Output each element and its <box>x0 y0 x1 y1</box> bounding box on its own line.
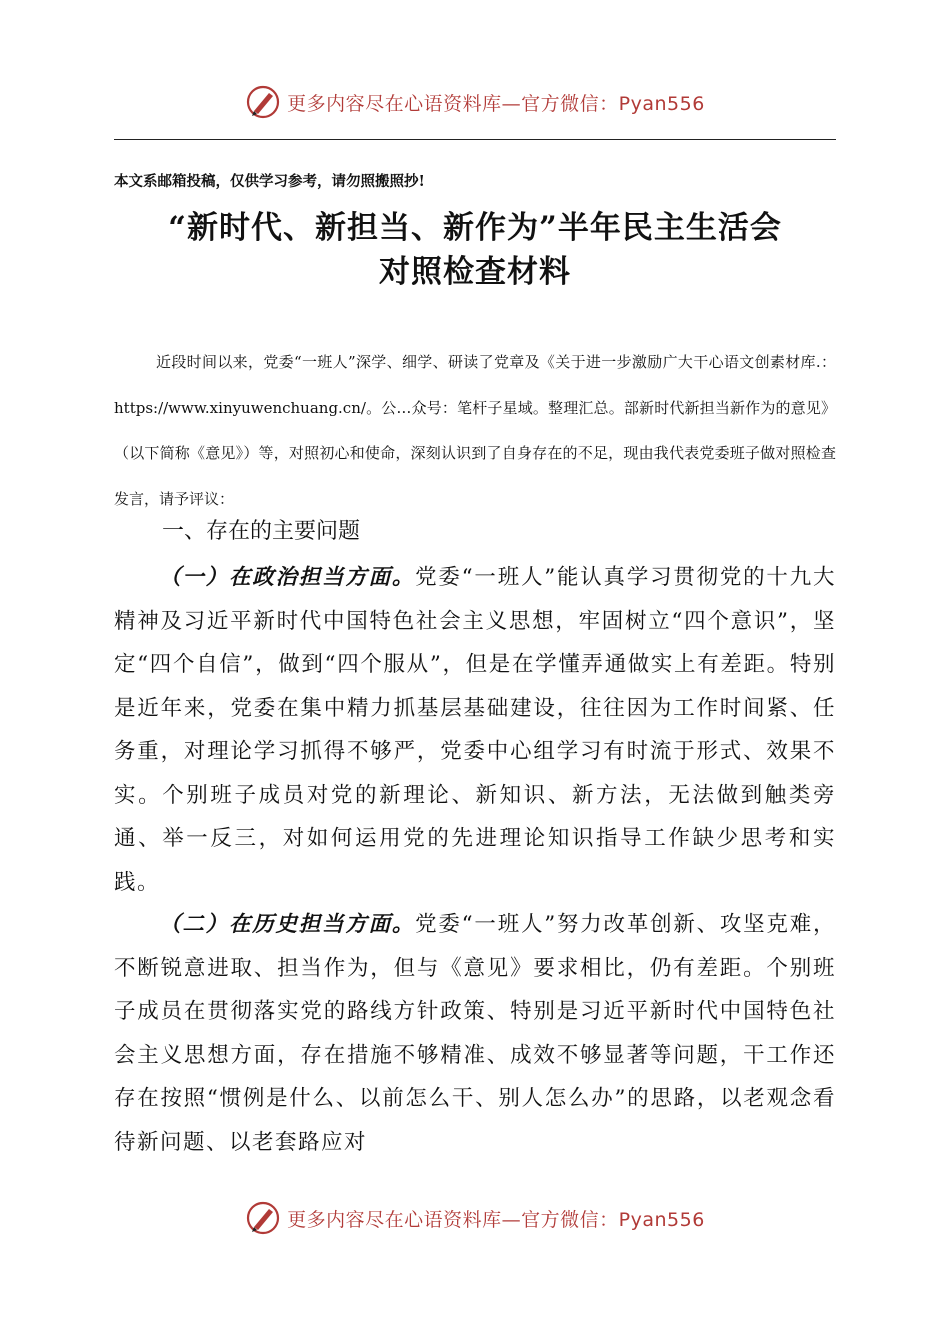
wechat-id: Pyan556 <box>618 92 705 115</box>
paragraph-text: 党委“一班人”努力改革创新、攻坚克难，不断锐意进取、担当作为，但与《意见》要求相比，仍有差距。个别班子成员在贯彻落实党的路线方针政策、特别是习近平新时代中国特色社会主义思想方面，存在措施不够精准、成效不够显著等问题，干工作还存在按照“惯例是什么、以前怎么干、别人怎么办”的思路，以老观念看待新问题、以老套路应对 <box>114 912 836 1155</box>
paragraph-lead: （一）在政治担当方面。 <box>159 565 416 590</box>
section-heading: 一、存在的主要问题 <box>162 519 361 544</box>
banner-text: 更多内容尽在心语资料库—官方微信：Pyan556 <box>287 92 705 115</box>
paragraph-political <box>114 556 836 904</box>
document-title-line1: “新时代、新担当、新作为”半年民主生活会 <box>168 210 782 246</box>
intro-paragraph: 近段时间以来，党委“一班人”深学、细学、研读了党章及《关于进一步激励广大干心语文创素材库.：https://www.xinyuwenchuang.cn/。公…众号：笔杆子星域。整理汇总。部新时代新担当新作为的意见》（以下简称《意见》）等，对照初心和使命，深刻认识到了自身存在的不足，现由我代表党委班子做对照检查发言，请予评议： <box>114 353 836 508</box>
document-title-line2: 对照检查材料 <box>379 254 571 290</box>
header-banner <box>0 82 950 122</box>
banner-text: 更多内容尽在心语资料库—官方微信：Pyan556 <box>287 1208 705 1231</box>
pen-logo-icon <box>245 84 281 120</box>
wechat-id: Pyan556 <box>618 1208 705 1231</box>
paragraph-text: 党委“一班人”能认真学习贯彻党的十九大精神及习近平新时代中国特色社会主义思想，牢固树立“四个意识”，坚定“四个自信”，做到“四个服从”，但是在学懂弄通做实上有差距。特别是近年来，党委在集中精力抓基层基础建设，往往因为工作时间紧、任务重，对理论学习抓得不够严，党委中心组学习有时流于形式、效果不实。个别班子成员对党的新理论、新知识、新方法，无法做到触类旁通、举一反三，对如何运用党的先进理论知识指导工作缺少思考和实践。 <box>114 565 836 895</box>
footer-banner <box>0 1198 950 1238</box>
paragraph-lead: （二）在历史担当方面。 <box>159 912 416 937</box>
pen-logo-icon <box>245 1200 281 1236</box>
paragraph-historical <box>114 903 836 1164</box>
submission-notice: 本文系邮箱投稿，仅供学习参考，请勿照搬照抄! <box>114 173 425 190</box>
header-rule <box>114 139 836 140</box>
